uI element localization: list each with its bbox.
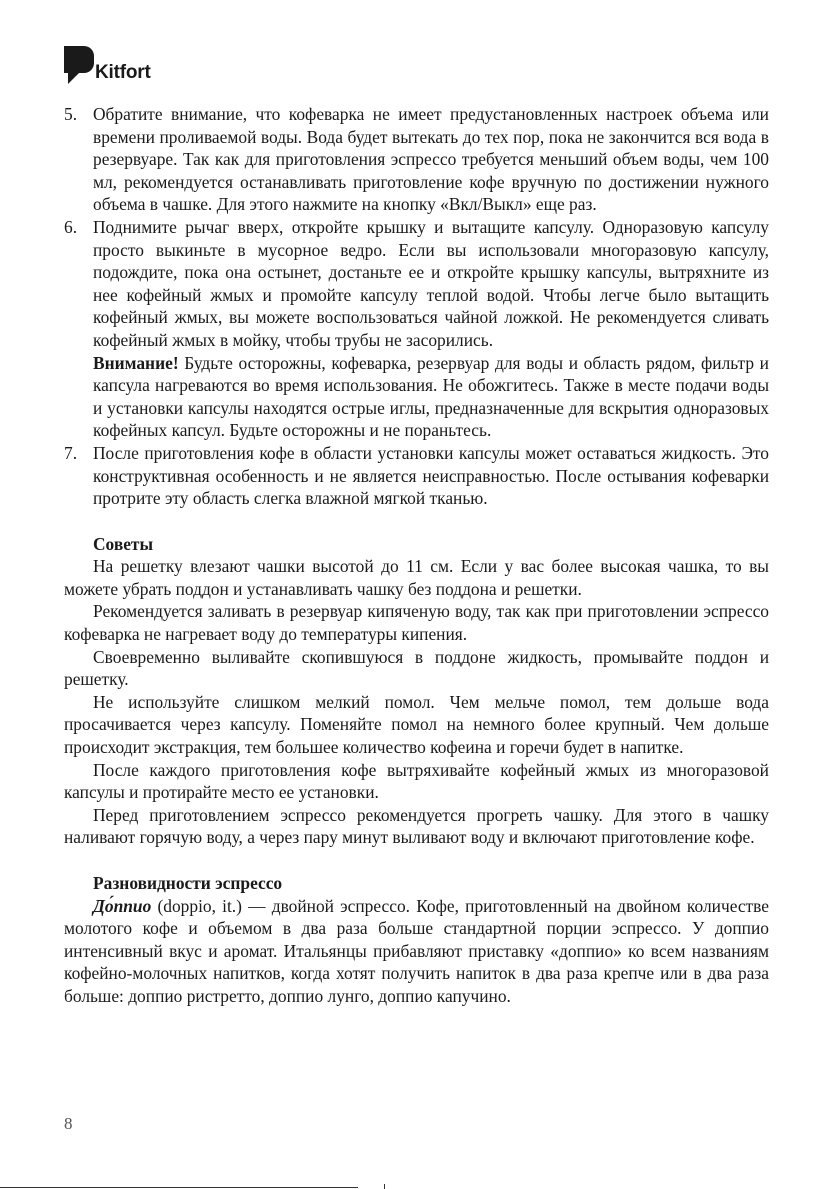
warning-label: Внимание! xyxy=(93,352,179,373)
crop-mark xyxy=(384,1184,385,1189)
espresso-heading: Разновидности эспрессо xyxy=(93,873,283,893)
list-item-6 xyxy=(64,216,769,352)
page-number: 8 xyxy=(64,1114,73,1133)
tips-paragraph: После каждого приготовления кофе вытряхивайте кофейный жмых из многоразовой капсулы и протирайте место ее установки. xyxy=(64,759,769,803)
list-number: 5. xyxy=(64,104,78,124)
doppio-text: (doppio, it.) — двойной эспрессо. Кофе, приготовленный на двойном количестве молотого кофе и объемом в два раза больше стандартной порции эспрессо. У доппио интенсивный вкус и аромат. Итальянцы прибавляют приставку «доппио» ко всем названиям кофейно-молочных напитков, когда хотят получить напиток в два раза крепче или в два раза больше: доппио ристретто, доппио лунго, доппио капучино. xyxy=(64,895,769,1006)
tips-paragraph: Своевременно выливайте скопившуюся в поддоне жидкость, промывайте поддон и решетку. xyxy=(64,646,769,690)
tips-paragraph: Не используйте слишком мелкий помол. Чем мельче помол, тем дольше вода просачивается через капсулу. Поменяйте помол на немного более крупный. Чем дольше происходит экстракция, тем большее количество кофеина и горечи будет в напитке. xyxy=(64,691,769,758)
kitfort-logo-icon xyxy=(64,46,94,84)
list-number: 6. xyxy=(64,216,78,237)
warning-block xyxy=(64,352,769,442)
tips-paragraph: На решетку влезают чашки высотой до 11 см. Если у вас более высокая чашка, то вы можете убрать поддон и устанавливать чашку без поддона и решетки. xyxy=(64,556,769,599)
list-item-text: Поднимите рычаг вверх, откройте крышку и вытащите капсулу. Одноразовую капсулу просто выкиньте в мусорное ведро. Если вы использовали многоразовую капсулу, подождите, пока она остынет, достаньте ее и откройте крышку капсулы, вытряхните из нее кофейный жмых и промойте капсулу теплой водой. Чтобы легче было вытащить кофейный жмых, вы можете воспользоваться чайной ложкой. Не рекомендуется сливать кофейный жмых в мойку, чтобы трубы не засорились. xyxy=(93,216,769,350)
list-item-5 xyxy=(64,103,769,216)
tips-paragraph: Рекомендуется заливать в резервуар кипяченую воду, так как при приготовлении эспрессо кофеварка не нагревает воду до температуры кипения. xyxy=(64,601,769,645)
list-item-text: После приготовления кофе в области установки капсулы может оставаться жидкость. Это конструктивная особенность и не является неисправностью. После остывания кофеварки протрите эту область слегка влажной мягкой тканью. xyxy=(93,442,769,509)
tips-heading: Советы xyxy=(93,533,154,554)
doppio-term: До́ппио xyxy=(93,895,152,916)
footer-rule xyxy=(0,1187,358,1188)
list-number: 7. xyxy=(64,442,78,463)
list-item-text: Обратите внимание, что кофеварка не имеет предустановленных настроек объема или времени проливаемой воды. Вода будет вытекать до тех пор, пока не закончится вся вода в резервуаре. Так как для приготовления эспрессо требуется меньший объем воды, чем 100 мл, рекомендуется останавливать приготовление кофе вручную по достижении нужного объема в чашке. Для этого нажмите на кнопку «Вкл/Выкл» еще раз. xyxy=(93,104,769,215)
brand-name: Kitfort xyxy=(95,62,151,83)
kitfort-logo xyxy=(64,46,151,84)
espresso-paragraph xyxy=(64,895,769,1008)
page-content xyxy=(64,103,769,1008)
warning-text: Будьте осторожны, кофеварка, резервуар для воды и область рядом, фильтр и капсула нагреваются во время использования. Не обожгитесь. Также в месте подачи воды и установки капсулы находятся острые иглы, предназначенные для вскрытия одноразовых кофейных капсул. Будьте осторожны и не пораньтесь. xyxy=(93,352,769,441)
tips-paragraph: Перед приготовлением эспрессо рекомендуется прогреть чашку. Для этого в чашку наливают горячую воду, а через пару минут выливают воду и включают приготовление кофе. xyxy=(64,804,769,848)
warning-paragraph xyxy=(93,352,769,442)
list-item-7 xyxy=(64,442,769,510)
